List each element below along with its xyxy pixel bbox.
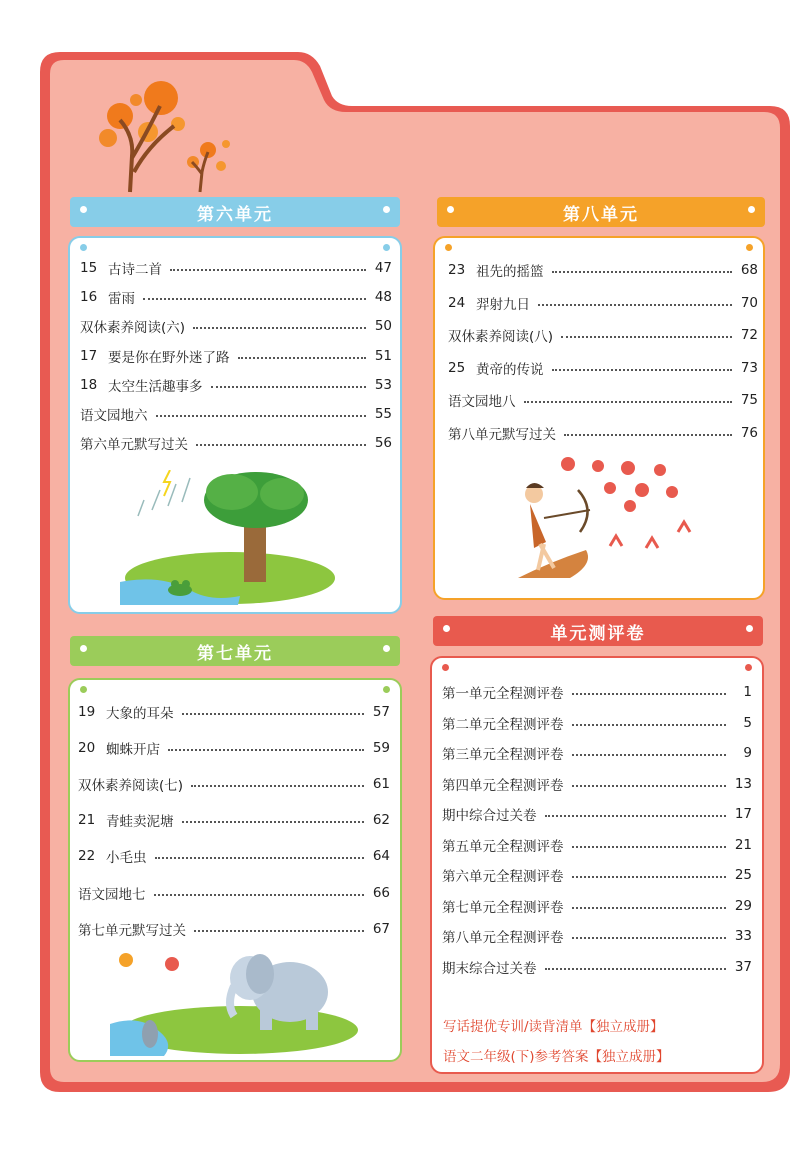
page-number: 67 <box>372 920 390 937</box>
unit8-header <box>437 197 765 227</box>
card-pin <box>383 244 390 251</box>
toc-row[interactable] <box>448 323 758 347</box>
entry-title: 语文园地六 <box>80 408 148 424</box>
toc-row[interactable] <box>80 373 392 397</box>
lesson-number: 16 <box>80 289 98 306</box>
page-number: 75 <box>740 392 758 408</box>
toc-row[interactable] <box>78 844 390 868</box>
entry-title: 第六单元全程测评卷 <box>442 869 564 885</box>
card-pin <box>746 244 753 251</box>
page-number: 61 <box>372 776 390 793</box>
extra-line-1[interactable]: 写话提优专训/读背清单【独立成册】 <box>443 1019 664 1035</box>
toc-row[interactable] <box>78 917 390 941</box>
lesson-number: 24 <box>448 294 466 311</box>
tree-in-rain-illustration <box>120 470 340 605</box>
lesson-number: 21 <box>78 812 96 829</box>
toc-row[interactable] <box>442 924 752 948</box>
page-number: 5 <box>743 714 752 731</box>
lesson-number: 25 <box>448 359 466 376</box>
dot-leader <box>572 724 727 726</box>
page-number: 48 <box>374 289 392 306</box>
page-number: 73 <box>740 359 758 376</box>
toc-row[interactable] <box>442 802 752 826</box>
toc-row[interactable] <box>442 741 752 765</box>
toc-row[interactable] <box>442 772 752 796</box>
header-dot <box>383 645 390 652</box>
page-number: 37 <box>734 958 752 975</box>
entry-title: 第二单元全程测评卷 <box>442 716 564 733</box>
toc-row[interactable] <box>448 356 758 380</box>
entry-title: 小毛虫 <box>106 850 147 867</box>
dot-leader <box>182 713 365 715</box>
dot-leader <box>194 930 364 932</box>
lesson-number: 22 <box>78 848 96 865</box>
entry-title: 蜘蛛开店 <box>106 742 160 759</box>
entry-title: 古诗二首 <box>108 262 162 278</box>
dot-leader <box>572 785 727 787</box>
entry-title: 第八单元全程测评卷 <box>442 930 564 946</box>
dot-leader <box>564 434 732 436</box>
dot-leader <box>143 298 366 300</box>
entry-title: 第一单元全程测评卷 <box>442 686 564 702</box>
dot-leader <box>552 369 733 371</box>
toc-row[interactable] <box>80 285 392 309</box>
toc-row[interactable] <box>442 863 752 887</box>
dot-leader <box>196 444 366 446</box>
unit7-title: 第七单元 <box>197 643 273 664</box>
dot-leader <box>168 749 364 751</box>
card-pin <box>80 686 87 693</box>
page-number: 17 <box>734 806 752 822</box>
dot-leader <box>538 304 732 306</box>
page-number: 25 <box>734 867 752 883</box>
toc-row[interactable] <box>448 258 758 282</box>
card-pin <box>445 244 452 251</box>
card-pin <box>80 244 87 251</box>
lesson-number: 18 <box>80 376 98 393</box>
entry-title: 语文园地七 <box>78 886 146 903</box>
dot-leader <box>191 785 364 787</box>
entry-title: 羿射九日 <box>476 296 530 313</box>
toc-row[interactable] <box>80 344 392 368</box>
dot-leader <box>572 754 727 756</box>
toc-row[interactable] <box>442 894 752 918</box>
entry-title: 第五单元全程测评卷 <box>442 838 564 855</box>
page-number: 21 <box>734 836 752 853</box>
tests-title: 单元测评卷 <box>550 623 646 644</box>
dot-leader <box>572 693 727 695</box>
entry-title: 第七单元全程测评卷 <box>442 899 564 916</box>
dot-leader <box>552 271 733 273</box>
header-dot <box>746 625 753 632</box>
page-number: 62 <box>372 812 390 829</box>
lesson-number: 23 <box>448 262 466 278</box>
page-number: 50 <box>374 318 392 335</box>
toc-row[interactable] <box>442 833 752 857</box>
page-number: 72 <box>740 327 758 343</box>
dot-leader <box>182 821 365 823</box>
toc-row[interactable] <box>78 700 390 724</box>
header-dot <box>80 645 87 652</box>
page-number: 64 <box>372 848 390 865</box>
dot-leader <box>238 357 367 359</box>
tests-header <box>433 616 763 646</box>
toc-row[interactable] <box>442 955 752 979</box>
header-dot <box>447 206 454 213</box>
page-number: 57 <box>372 704 390 720</box>
card-pin <box>442 664 449 671</box>
toc-row[interactable] <box>80 431 392 455</box>
card-pin <box>383 686 390 693</box>
dot-leader <box>561 336 732 338</box>
toc-row[interactable] <box>448 388 758 412</box>
archer-illustration <box>510 452 705 584</box>
page-number: 9 <box>743 745 752 761</box>
toc-row[interactable] <box>442 711 752 735</box>
dot-leader <box>156 415 367 417</box>
dot-leader <box>524 401 733 403</box>
page-number: 47 <box>374 260 392 276</box>
dot-leader <box>211 386 367 388</box>
page-number: 13 <box>734 775 752 792</box>
entry-title: 第四单元全程测评卷 <box>442 777 564 794</box>
toc-row[interactable] <box>80 314 392 338</box>
page-number: 56 <box>374 435 392 452</box>
entry-title: 期末综合过关卷 <box>442 960 537 977</box>
dot-leader <box>154 894 365 896</box>
entry-title: 黄帝的传说 <box>476 361 544 378</box>
toc-row[interactable] <box>442 680 752 704</box>
page-number: 59 <box>372 740 390 757</box>
entry-title: 太空生活趣事多 <box>108 378 203 395</box>
header-dot <box>80 206 87 213</box>
entry-title: 祖先的摇篮 <box>476 264 544 280</box>
entry-title: 双休素养阅读(六) <box>80 320 186 337</box>
dot-leader <box>193 327 366 329</box>
dot-leader <box>572 907 727 909</box>
unit8-title: 第八单元 <box>563 204 639 225</box>
entry-title: 第三单元全程测评卷 <box>442 747 564 763</box>
page-number: 29 <box>734 897 752 914</box>
header-dot <box>383 206 390 213</box>
unit6-header <box>70 197 400 227</box>
entry-title: 青蛙卖泥塘 <box>106 814 174 831</box>
page-number: 70 <box>740 294 758 311</box>
card-pin <box>745 664 752 671</box>
entry-title: 第六单元默写过关 <box>80 437 188 454</box>
dot-leader <box>572 846 727 848</box>
unit6-title: 第六单元 <box>197 204 273 225</box>
header-dot <box>443 625 450 632</box>
page-number: 53 <box>374 376 392 393</box>
dot-leader <box>545 815 727 817</box>
dot-leader <box>155 857 365 859</box>
entry-title: 第八单元默写过关 <box>448 426 556 443</box>
toc-row[interactable] <box>78 772 390 796</box>
dot-leader <box>170 269 366 271</box>
entry-title: 第七单元默写过关 <box>78 922 186 939</box>
header-dot <box>748 206 755 213</box>
lesson-number: 15 <box>80 260 98 276</box>
toc-row[interactable] <box>448 291 758 315</box>
entry-title: 要是你在野外迷了路 <box>108 349 230 366</box>
orange-tree-icon <box>88 76 238 196</box>
entry-title: 大象的耳朵 <box>106 706 174 722</box>
page-number: 68 <box>740 262 758 278</box>
unit7-header <box>70 636 400 666</box>
elephant-illustration <box>110 944 360 1056</box>
entry-title: 双休素养阅读(七) <box>78 778 184 795</box>
entry-title: 双休素养阅读(八) <box>448 329 554 345</box>
extra-line-2[interactable]: 语文二年级(下)参考答案【独立成册】 <box>443 1049 670 1065</box>
entry-title: 雷雨 <box>108 291 135 308</box>
dot-leader <box>545 968 727 970</box>
toc-row[interactable] <box>448 421 758 445</box>
entry-title: 语文园地八 <box>448 394 516 410</box>
page-number: 1 <box>743 684 752 700</box>
page-number: 51 <box>374 347 392 364</box>
toc-row[interactable] <box>78 808 390 832</box>
lesson-number: 20 <box>78 740 96 757</box>
lesson-number: 17 <box>80 347 98 364</box>
toc-row[interactable] <box>80 402 392 426</box>
toc-row[interactable] <box>78 881 390 905</box>
entry-title: 期中综合过关卷 <box>442 808 537 824</box>
dot-leader <box>572 876 727 878</box>
lesson-number: 19 <box>78 704 96 720</box>
page-number: 33 <box>734 928 752 944</box>
page-number: 66 <box>372 884 390 901</box>
toc-row[interactable] <box>78 736 390 760</box>
page-number: 76 <box>740 424 758 441</box>
dot-leader <box>572 937 727 939</box>
page-number: 55 <box>374 406 392 422</box>
toc-row[interactable] <box>80 256 392 280</box>
